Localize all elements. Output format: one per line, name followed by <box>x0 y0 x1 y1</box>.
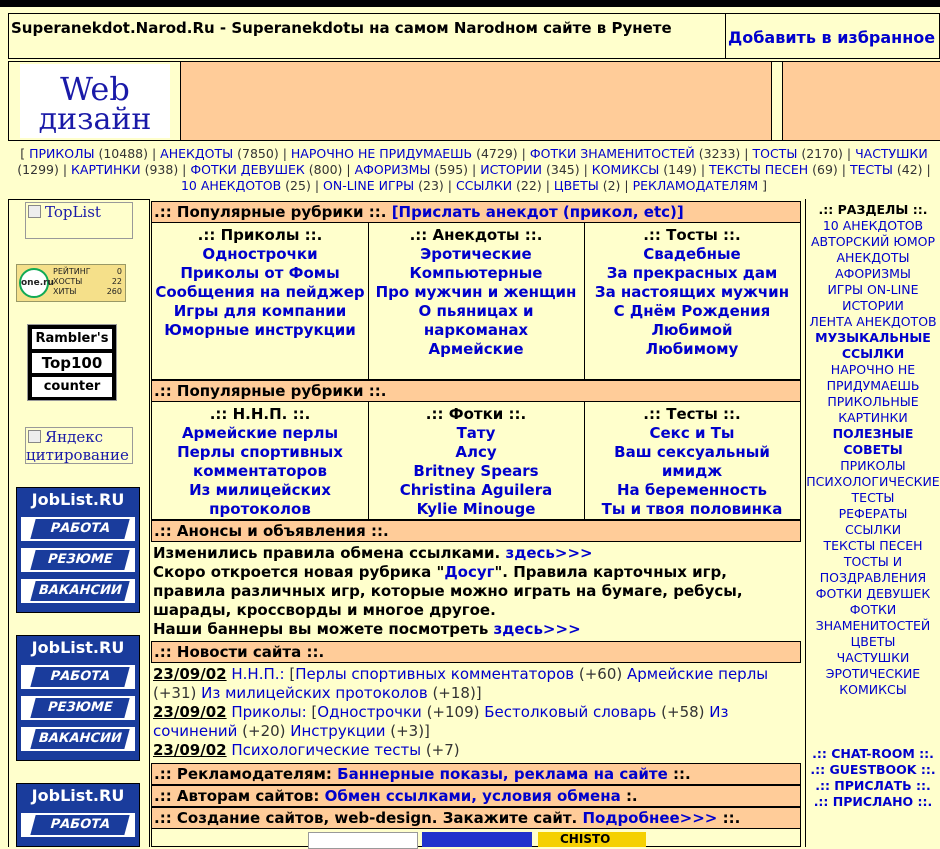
joblist-resume-label: РЕЗЮМЕ <box>30 550 129 570</box>
joblist-work-button[interactable] <box>21 665 135 689</box>
section-link[interactable]: РЕФЕРАТЫ <box>838 506 908 521</box>
rubric-column <box>586 226 798 379</box>
add-to-favorites-link[interactable]: Добавить в избранное <box>728 28 936 47</box>
favorite-cell <box>725 13 940 59</box>
spacer <box>806 698 940 746</box>
rubric-link[interactable]: ИСТОРИИ <box>480 162 543 177</box>
announce-title: .:: Анонсы и объявления ::. <box>154 522 389 540</box>
broken-image-icon <box>28 205 41 218</box>
footer-banners-row <box>151 829 801 847</box>
rubric-separator: | <box>740 146 753 161</box>
joblist-resume-button[interactable] <box>21 548 135 572</box>
rubric-separator: | <box>541 178 554 193</box>
toplist-alt: TopList <box>45 203 101 221</box>
news-count: (+7) <box>421 741 460 759</box>
rubric-count: (345) <box>542 162 580 177</box>
service-link[interactable]: .:: CHAT-ROOM ::. <box>812 746 934 761</box>
announce-line-1: Изменились правила обмена ссылками. <box>153 544 501 562</box>
rubric-count: (595) <box>430 162 469 177</box>
service-link[interactable]: .:: GUESTBOOK ::. <box>810 762 936 777</box>
rubric-link[interactable]: КАРТИНКИ <box>71 162 141 177</box>
rubric-separator: | <box>922 162 931 177</box>
rambler-line-2: Top100 <box>32 353 112 373</box>
joblist-title: JobList.RU <box>31 638 125 657</box>
rubric-link[interactable]: НАРОЧНО НЕ ПРИДУМАЕШЬ <box>290 146 473 161</box>
news-list <box>153 665 799 760</box>
rubric-separator: | <box>517 146 530 161</box>
rubric-item-link[interactable]: Christina Aguilera <box>399 481 553 499</box>
joblist-title: JobList.RU <box>31 786 125 805</box>
rubric-link[interactable]: ЦВЕТЫ <box>553 178 599 193</box>
rubric-link[interactable]: АФОРИЗМЫ <box>354 162 431 177</box>
rubric-link[interactable]: ССЫЛКИ <box>455 178 513 193</box>
section-link[interactable]: МУЗЫКАЛЬНЫЕ ССЫЛКИ <box>815 330 931 361</box>
rubric-link[interactable]: ТЕКСТЫ ПЕСЕН <box>709 162 809 177</box>
popular-rubrics-header <box>151 201 801 223</box>
one-ru-hits-label: ХИТЫ <box>53 287 77 296</box>
rubric-link[interactable]: ФОТКИ ЗНАМЕНИТОСТЕЙ <box>529 146 695 161</box>
rubric-separator: | <box>837 162 850 177</box>
rubric-column-title: .:: Анекдоты ::. <box>409 226 543 244</box>
news-date: 23/09/02 <box>153 703 227 721</box>
announce-header <box>151 520 801 542</box>
rubric-item-link[interactable]: Однострочки <box>202 245 318 263</box>
rubrics-nav <box>8 146 940 194</box>
news-category-link[interactable]: Приколы: <box>231 703 307 721</box>
joblist-work-label: РАБОТА <box>30 667 129 687</box>
rubric-count: (23) <box>414 178 444 193</box>
joblist-vacancy-button[interactable] <box>21 727 135 751</box>
one-ru-rating-label: РЕЙТИНГ <box>53 267 91 276</box>
rubric-separator: | <box>278 146 291 161</box>
section-link[interactable]: НАРОЧНО НЕ ПРИДУМАЕШЬ <box>826 362 920 393</box>
authors-label: .:: Авторам сайтов: <box>154 787 320 805</box>
banner-row <box>8 61 940 141</box>
announce-line-2b: ". Правила карточных игр, правила различных игр, которые можно играть на бумаге, ребусы, шарады, кроссворды и многое другое. <box>153 563 743 619</box>
popular-rubrics-header-2 <box>151 380 801 402</box>
footer-banner-1[interactable] <box>308 832 418 849</box>
rubric-separator: | <box>310 178 324 193</box>
news-rubric-link[interactable]: Однострочки <box>317 703 422 721</box>
news-count: (+31) <box>153 684 202 702</box>
rubric-count: (22) <box>512 178 542 193</box>
popular-rubrics-title-2: .:: Популярные рубрики ::. <box>154 382 387 400</box>
rubric-separator: | <box>696 162 710 177</box>
top-border <box>0 0 940 7</box>
joblist-title: JobList.RU <box>31 490 125 509</box>
rubric-item-link[interactable]: За прекрасных дам <box>606 264 778 282</box>
rubric-column-title: .:: Фотки ::. <box>425 405 527 423</box>
section-link[interactable]: 10 АНЕКДОТОВ <box>822 218 924 233</box>
section-link[interactable]: ИСТОРИИ <box>842 298 904 313</box>
rubric-separator: | <box>148 146 161 161</box>
rubric-column <box>370 226 582 379</box>
news-count: (+3)] <box>385 722 430 740</box>
rubric-item-link[interactable]: Из милицейских протоколов <box>189 481 331 518</box>
rubric-column-title: .:: Тосты ::. <box>643 226 741 244</box>
rubric-column <box>586 405 798 519</box>
toplist-counter[interactable] <box>25 202 133 239</box>
section-link[interactable]: ЛЕНТА АНЕКДОТОВ <box>809 314 937 329</box>
rubric-separator: | <box>842 146 856 161</box>
joblist-vacancy-label: ВАКАНСИИ <box>30 581 129 601</box>
rubric-item-link[interactable]: Алсу <box>455 443 497 461</box>
news-bracket: [ <box>306 703 318 721</box>
service-link[interactable]: .:: ПРИСЛАНО ::. <box>813 794 933 809</box>
rubric-column-title: .:: Тесты ::. <box>643 405 741 423</box>
joblist-vacancy-label: ВАКАНСИИ <box>30 729 129 749</box>
right-sections-column <box>805 199 940 847</box>
footer-banner-2[interactable] <box>422 832 532 847</box>
rubric-link[interactable]: АНЕКДОТЫ <box>160 146 234 161</box>
rubric-separator: | <box>468 162 481 177</box>
rubric-item-link[interactable]: Перлы спортивных комментаторов <box>177 443 343 480</box>
logo-line-1: Web <box>60 70 130 108</box>
section-link[interactable]: ФОТКИ ДЕВУШЕК <box>815 586 931 601</box>
rubric-column <box>154 405 366 519</box>
column-divider <box>584 402 585 519</box>
rubric-item-link[interactable]: Компьютерные <box>409 264 543 282</box>
news-item <box>153 741 799 760</box>
web-design-logo[interactable] <box>20 64 170 138</box>
joblist-work-label: РАБОТА <box>30 519 129 539</box>
rubric-separator: | <box>178 162 191 177</box>
news-count: (+18)] <box>427 684 482 702</box>
rubric-item-link[interactable]: О пьяницах и наркоманах <box>418 302 534 339</box>
one-ru-values <box>107 267 122 297</box>
section-link[interactable]: ИГРЫ ON-LINE <box>827 282 919 297</box>
sections-title: .:: РАЗДЕЛЫ ::. <box>818 202 928 217</box>
rubric-item-link[interactable]: Любимому <box>645 340 739 358</box>
rubric-item-link[interactable]: Армейские перлы <box>181 424 339 442</box>
rubric-separator: | <box>579 162 592 177</box>
rubric-separator: ] <box>758 178 768 193</box>
section-link[interactable]: ПРИКОЛЫ <box>840 458 906 473</box>
rubric-count: (938) <box>140 162 179 177</box>
dosug-link[interactable]: Досуг <box>444 563 495 581</box>
rubric-link[interactable]: ЧАСТУШКИ <box>855 146 928 161</box>
section-link[interactable]: АФОРИЗМЫ <box>835 266 911 281</box>
rubric-item-link[interactable]: Секс и Ты <box>649 424 735 442</box>
banner-slot-right <box>782 62 940 140</box>
news-title: .:: Новости сайта ::. <box>154 643 325 661</box>
popular-rubrics-grid <box>151 223 801 380</box>
joblist-work-button[interactable] <box>21 813 135 837</box>
announce-line-2a: Скоро откроется новая рубрика " <box>153 563 445 581</box>
rubric-count: (4729) <box>472 146 518 161</box>
authors-suffix: :. <box>625 787 638 805</box>
rubric-item-link[interactable]: Ты и твоя половинка <box>601 500 783 518</box>
rubric-count: (149) <box>659 162 697 177</box>
page-title: Superanekdot.Narod.Ru - Superanekdotы на самом Narodном сайте в Рунете <box>11 19 672 37</box>
rambler-top100-counter[interactable] <box>27 324 117 401</box>
rubric-count: (800) <box>304 162 343 177</box>
banner-slot <box>180 62 772 140</box>
section-link[interactable]: ЭРОТИЧЕСКИЕ КОМИКСЫ <box>825 666 921 697</box>
rubric-link[interactable]: ON-LINE ИГРЫ <box>323 178 415 193</box>
section-link[interactable]: ПОЛЕЗНЫЕ СОВЕТЫ <box>832 426 914 457</box>
rubric-count: (10488) <box>94 146 148 161</box>
joblist-banner[interactable] <box>16 487 140 613</box>
news-rubric-link[interactable]: Армейские перлы <box>627 665 769 683</box>
news-item <box>153 703 799 741</box>
rubric-link[interactable]: РЕКЛАМОДАТЕЛЯМ <box>632 178 759 193</box>
rubric-link[interactable]: ТЕСТЫ <box>849 162 893 177</box>
rubric-column <box>154 226 366 379</box>
rubric-link[interactable]: ТОСТЫ <box>752 146 798 161</box>
title-cell <box>8 13 726 59</box>
webdesign-label: .:: Создание сайтов, web-design. Закажите сайт. <box>154 809 578 827</box>
rubric-link[interactable]: ФОТКИ ДЕВУШЕК <box>190 162 305 177</box>
section-link[interactable]: ПСИХОЛОГИЧЕСКИЕ ТЕСТЫ <box>806 474 940 505</box>
joblist-resume-button[interactable] <box>21 696 135 720</box>
section-link[interactable]: ПРИКОЛЬНЫЕ КАРТИНКИ <box>827 394 919 425</box>
yandex-alt: Яндекс цитирование <box>26 428 129 464</box>
rubric-item-link[interactable]: Ваш сексуальный имидж <box>614 443 770 480</box>
rubric-item-link[interactable]: За настоящих мужчин <box>594 283 790 301</box>
joblist-resume-label: РЕЗЮМЕ <box>30 698 129 718</box>
rubric-item-link[interactable]: На беременность <box>617 481 767 499</box>
link-exchange-here-link[interactable]: здесь>>> <box>505 544 593 562</box>
rubric-item-link[interactable]: Приколы от Фомы <box>180 264 340 282</box>
rubric-item-link[interactable]: Армейские <box>428 340 524 358</box>
footer-banner-chisto-label: CHISTO <box>560 832 611 846</box>
rubric-column-title: .:: Приколы ::. <box>197 226 323 244</box>
rubric-count: (7850) <box>233 146 279 161</box>
news-count: (+60) <box>574 665 628 683</box>
news-rubric-link[interactable]: Бестолковый словарь <box>484 703 657 721</box>
news-category-link[interactable]: Н.Н.П.: <box>231 665 285 683</box>
rubric-item-link[interactable]: Britney Spears <box>413 462 539 480</box>
news-bracket: [ <box>284 665 296 683</box>
broken-image-icon <box>28 430 41 443</box>
news-category-link[interactable]: Психологические тесты <box>231 741 422 759</box>
section-link[interactable]: ЦВЕТЫ <box>850 634 896 649</box>
link-exchange-link[interactable]: Обмен ссылками, условия обмена <box>324 787 621 805</box>
column-divider <box>584 223 585 379</box>
rubric-count: (3233) <box>694 146 741 161</box>
joblist-banner-3[interactable] <box>16 783 140 847</box>
rubric-item-link[interactable]: Kylie Minouge <box>416 500 536 518</box>
rubric-column-title: .:: Н.Н.П. ::. <box>209 405 311 423</box>
section-link[interactable]: ФОТКИ ЗНАМЕНИТОСТЕЙ <box>815 602 931 633</box>
rubric-item-link[interactable]: Игры для компании <box>173 302 347 320</box>
joblist-vacancy-button[interactable] <box>21 579 135 603</box>
rubric-link[interactable]: КОМИКСЫ <box>591 162 660 177</box>
news-rubric-link[interactable]: Из сочинений <box>153 703 729 740</box>
rubric-item-link[interactable]: Свадебные <box>643 245 741 263</box>
news-header <box>151 641 801 663</box>
one-ru-counter[interactable] <box>16 264 126 302</box>
advertisers-label: .:: Рекламодателям: <box>154 765 332 783</box>
joblist-work-label: РАБОТА <box>30 815 129 835</box>
service-link[interactable]: .:: ПРИСЛАТЬ ::. <box>815 778 931 793</box>
news-rubric-link[interactable]: Перлы спортивных комментаторов <box>295 665 575 683</box>
rubric-link[interactable]: ПРИКОЛЫ <box>29 146 95 161</box>
rambler-line-1: Rambler's <box>32 329 112 349</box>
announce-text <box>153 544 799 639</box>
news-date: 23/09/02 <box>153 665 227 683</box>
news-rubric-link[interactable]: Инструкции <box>290 722 386 740</box>
popular-rubrics-title: .:: Популярные рубрики ::. <box>154 203 387 221</box>
rubric-count: (2) <box>598 178 621 193</box>
one-ru-logo: one.ru <box>19 268 49 298</box>
news-count: (+20) <box>237 722 291 740</box>
joblist-banner-2[interactable] <box>16 635 140 761</box>
footer-banner-chisto[interactable] <box>538 832 646 847</box>
popular-rubrics-grid-2 <box>151 402 801 520</box>
webdesign-row <box>151 807 801 829</box>
webdesign-more-link[interactable]: Подробнее>>> <box>582 809 718 827</box>
news-rubric-link[interactable]: Из милицейских протоколов <box>201 684 428 702</box>
joblist-work-button[interactable] <box>21 517 135 541</box>
rubric-item-link[interactable]: Сообщения на пейджер <box>155 283 365 301</box>
announce-line-3: Наши баннеры вы можете посмотреть <box>153 620 489 638</box>
section-link[interactable]: ТОСТЫ И ПОЗДРАВЛЕНИЯ <box>819 554 927 585</box>
one-ru-rating-value: 0 <box>116 267 122 276</box>
advertisers-row <box>151 763 801 785</box>
rubric-count: (25) <box>281 178 311 193</box>
one-ru-labels <box>53 267 91 297</box>
one-ru-hits-value: 260 <box>106 287 122 296</box>
rubric-item-link[interactable]: Юморные инструкции <box>164 321 356 339</box>
news-count: (+58) <box>656 703 710 721</box>
webdesign-suffix: ::. <box>722 809 741 827</box>
column-divider <box>368 402 369 519</box>
section-link[interactable]: ССЫЛКИ <box>844 522 902 537</box>
rubric-item-link[interactable]: Эротические <box>420 245 532 263</box>
section-link[interactable]: АНЕКДОТЫ <box>836 250 910 265</box>
rubric-item-link[interactable]: Тату <box>456 424 496 442</box>
rubric-column <box>370 405 582 519</box>
one-ru-hosts-label: ХОСТЫ <box>53 277 83 286</box>
rubric-count: (1299) <box>17 162 59 177</box>
yandex-citation-counter[interactable] <box>25 427 133 464</box>
section-link[interactable]: ЧАСТУШКИ <box>836 650 910 665</box>
rubric-item-link[interactable]: С Днём Рождения <box>613 302 771 320</box>
column-divider <box>368 223 369 379</box>
authors-row <box>151 785 801 807</box>
news-date: 23/09/02 <box>153 741 227 759</box>
main-content <box>151 201 803 847</box>
advertisers-suffix: ::. <box>672 765 691 783</box>
rambler-line-3: counter <box>32 377 112 397</box>
advertising-link[interactable]: Баннерные показы, реклама на сайте <box>337 765 668 783</box>
rubrics-bracket: [ <box>20 146 30 161</box>
banners-here-link[interactable]: здесь>>> <box>493 620 581 638</box>
news-count: (+109) <box>421 703 485 721</box>
rubric-separator: | <box>342 162 355 177</box>
one-ru-hosts-value: 22 <box>111 277 122 286</box>
news-item <box>153 665 799 703</box>
rubric-separator: | <box>443 178 456 193</box>
rubric-link[interactable]: 10 АНЕКДОТОВ <box>180 178 282 193</box>
rubric-count: (69) <box>808 162 838 177</box>
rubric-item-link[interactable]: Любимой <box>651 321 733 339</box>
section-link[interactable]: АВТОРСКИЙ ЮМОР <box>810 234 936 249</box>
rubric-separator: | <box>58 162 72 177</box>
rubric-count: (2170) <box>797 146 843 161</box>
rubric-count: (42) <box>892 162 923 177</box>
section-link[interactable]: ТЕКСТЫ ПЕСЕН <box>823 538 923 553</box>
rubric-separator: | <box>620 178 633 193</box>
submit-joke-link[interactable]: [Прислать анекдот (прикол, etc)] <box>391 203 684 221</box>
rubric-item-link[interactable]: Про мужчин и женщин <box>375 283 577 301</box>
logo-line-2: дизайн <box>38 102 152 137</box>
